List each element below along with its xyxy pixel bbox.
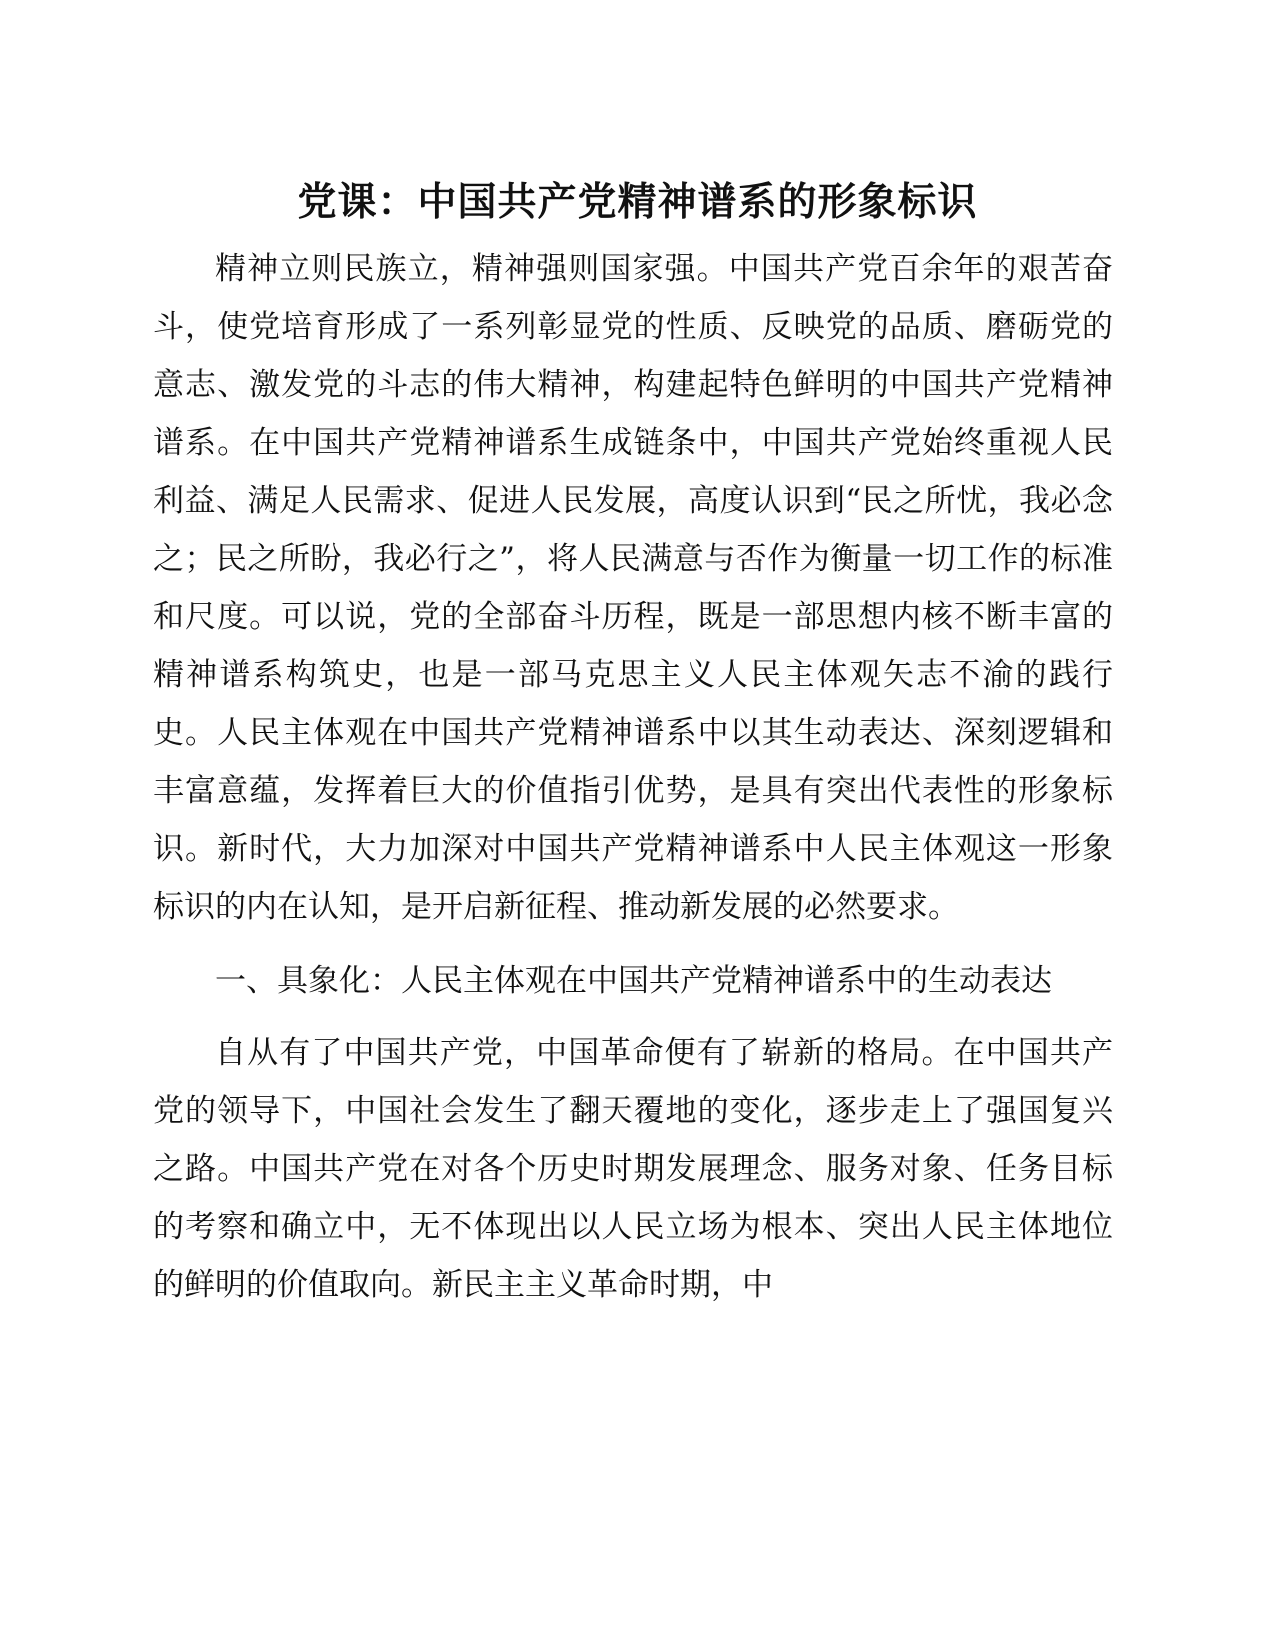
document-title: 党课：中国共产党精神谱系的形象标识: [297, 180, 978, 225]
document-body: [153, 240, 1113, 1314]
section-heading-1: 一、具象化：人民主体观在中国共产党精神谱系中的生动表达: [215, 963, 1052, 999]
intro-paragraph: 精神立则民族立，精神强则国家强。中国共产党百余年的艰苦奋斗，使党培育形成了一系列彰显党的性质、反映党的品质、磨砺党的意志、激发党的斗志的伟大精神，构建起特色鲜明的中国共产党精神谱系。在中国共产党精神谱系生成链条中，中国共产党始终重视人民利益、满足人民需求、促进人民发展，高度认识到“民之所忧，我必念之；民之所盼，我必行之”，将人民满意与否作为衡量一切工作的标准和尺度。可以说，党的全部奋斗历程，既是一部思想内核不断丰富的精神谱系构筑史，也是一部马克思主义人民主体观矢志不渝的践行史。人民主体观在中国共产党精神谱系中以其生动表达、深刻逻辑和丰富意蕴，发挥着巨大的价值指引优势，是具有突出代表性的形象标识。新时代，大力加深对中国共产党精神谱系中人民主体观这一形象标识的内在认知，是开启新征程、推动新发展的必然要求。: [153, 251, 1113, 925]
section-1-paragraph: 自从有了中国共产党，中国革命便有了崭新的格局。在中国共产党的领导下，中国社会发生了翻天覆地的变化，逐步走上了强国复兴之路。中国共产党在对各个历史时期发展理念、服务对象、任务目标的考察和确立中，无不体现出以人民立场为根本、突出人民主体地位的鲜明的价值取向。新民主主义革命时期，中: [153, 1035, 1113, 1303]
